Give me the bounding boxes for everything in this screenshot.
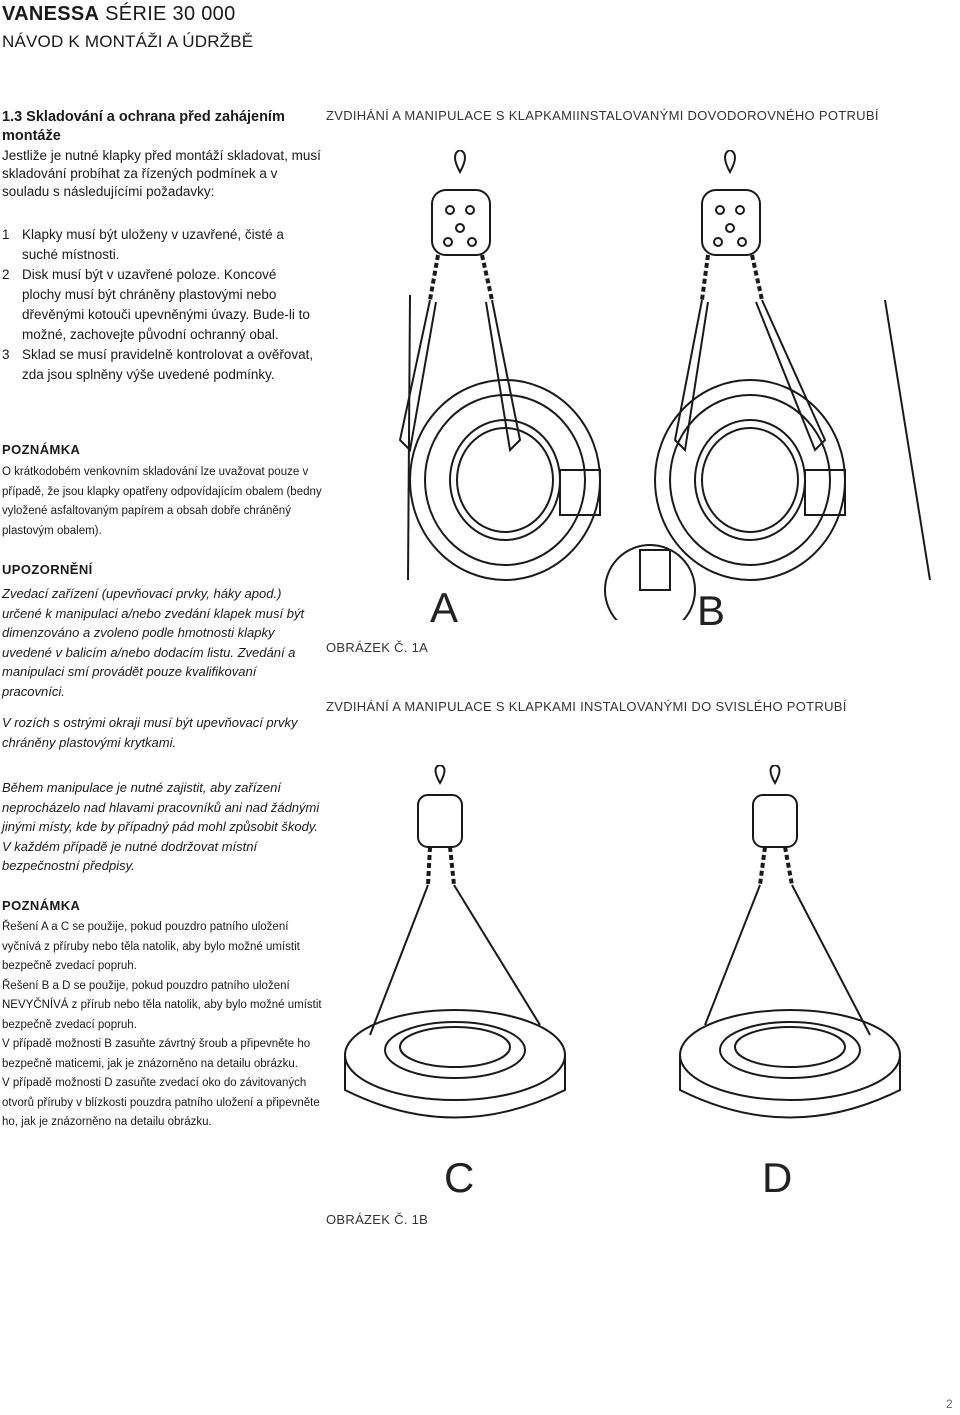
option-label-a: A — [430, 584, 459, 631]
note-paragraph: V případě možnosti D zasuňte zvedací oko do závitovaných otvorů příruby v blízkosti pouzdra patního uložení a připevněte ho, jak je znázorněno na detailu obrázku. — [2, 1077, 320, 1128]
section-title: 1.3 Skladování a ochrana před zahájením montáže — [2, 109, 285, 144]
list-item — [2, 265, 317, 345]
pulley-block — [753, 795, 797, 847]
page-number: 2 — [946, 1397, 953, 1411]
valve-flange — [345, 1010, 565, 1100]
valve-flange — [410, 380, 600, 580]
note-paragraph: V případě možnosti B zasuňte závrtný šroub a připevněte ho bezpečně maticemi, jak je znázorněno na detailu obrázku. — [2, 1038, 311, 1070]
warning-block — [2, 584, 322, 752]
warning-text-corners: V rozích s ostrými okraji musí být upevňovací prvky chráněny plastovými krytkami. — [2, 715, 298, 750]
figure-caption-horizontal: ZVDIHÁNÍ A MANIPULACE S KLAPKAMIINSTALOVANÝMI DOVODOROVNÉHO POTRUBÍ — [326, 108, 879, 123]
warning-text: Zvedací zařízení (upevňovací prvky, háky apod.) určené k manipulaci a/nebo zvedání klapek musí být dimenzováno a zvoleno podle hmotnosti klapky uvedené v balicím a/nebo dodacím listu. Zvedání a manipulaci smí provádět pouze kvalifikovaní pracovníci. — [2, 586, 305, 699]
figure-number-1b: OBRÁZEK Č. 1B — [326, 1212, 429, 1227]
figure-number-1a: OBRÁZEK Č. 1A — [326, 640, 429, 655]
brand-name: VANESSA — [2, 3, 100, 25]
detail-circle — [605, 545, 695, 620]
requirements-list — [2, 225, 317, 385]
note-heading: POZNÁMKA — [2, 898, 81, 913]
option-label-d: D — [762, 1154, 793, 1201]
note-paragraph: Řešení A a C se použije, pokud pouzdro patního uložení vyčnívá z příruby nebo těla natolik, aby bylo možné umístit bezpečně zvedací popruh. — [2, 921, 300, 972]
hook-icon — [436, 765, 445, 783]
valve-flange — [680, 1010, 900, 1100]
option-label-c: C — [444, 1154, 475, 1201]
list-item-number: 3 — [2, 347, 10, 362]
series-name: SÉRIE 30 000 — [99, 3, 236, 25]
illustration-horizontal-lifting — [330, 150, 960, 620]
hook-icon — [455, 150, 465, 172]
list-item-text: Sklad se musí pravidelně kontrolovat a ověřovat, zda jsou splněny výše uvedené podmínky. — [22, 347, 314, 382]
document-title — [2, 3, 236, 26]
valve-flange — [655, 380, 845, 580]
list-item-number: 1 — [2, 227, 10, 242]
illustration-vertical-lifting — [330, 765, 960, 1165]
warning-heading: UPOZORNĚNÍ — [2, 562, 93, 577]
list-item-text: Klapky musí být uloženy v uzavřené, čisté a suché místnosti. — [22, 227, 284, 262]
handling-text: Během manipulace je nutné zajistit, aby zařízení neprocházelo nad hlavami pracovníků ani nad žádnými jinými místy, kde by případný pád mohl způsobit škody. V každém případě je nutné dodržovat místní bezpečnostní předpisy. — [2, 780, 320, 873]
pulley-block — [418, 795, 462, 847]
hook-icon — [725, 150, 735, 172]
pulley-block — [702, 190, 760, 255]
list-item-number: 2 — [2, 267, 10, 282]
note-paragraph: Řešení B a D se použije, pokud pouzdro patního uložení NEVYČNÍVÁ z přírub nebo těla natolik, aby bylo možné umístit bezpečně zvedací popruh. — [2, 979, 322, 1031]
hook-icon — [771, 765, 780, 783]
figure-caption-vertical: ZVDIHÁNÍ A MANIPULACE S KLAPKAMI INSTALOVANÝMI DO SVISLÉHO POTRUBÍ — [326, 699, 847, 714]
note-text: O krátkodobém venkovním skladování lze uvažovat pouze v případě, že jsou klapky opatřeny odpovídajícím obalem (bedny vyložené asfaltovaným papírem a obsah dobře chráněný plastovým obalem). — [2, 466, 322, 537]
pulley-block — [432, 190, 490, 255]
section-intro: Jestliže je nutné klapky před montáží skladovat, musí skladování probíhat za řízených podmínek a v souladu s následujícími požadavky: — [2, 148, 321, 199]
list-item-text: Disk musí být v uzavřené poloze. Koncové plochy musí být chráněny plastovými nebo dřevěnými kotouči upevněnými úvazy. Bude-li to možné, zachovejte původní ochranný obal. — [22, 267, 310, 342]
list-item — [2, 225, 317, 265]
option-label-b: B — [697, 587, 726, 634]
note-heading: POZNÁMKA — [2, 442, 81, 457]
note-block — [2, 918, 322, 1133]
list-item — [2, 345, 317, 385]
document-subtitle: NÁVOD K MONTÁŽI A ÚDRŽBĚ — [2, 32, 254, 51]
